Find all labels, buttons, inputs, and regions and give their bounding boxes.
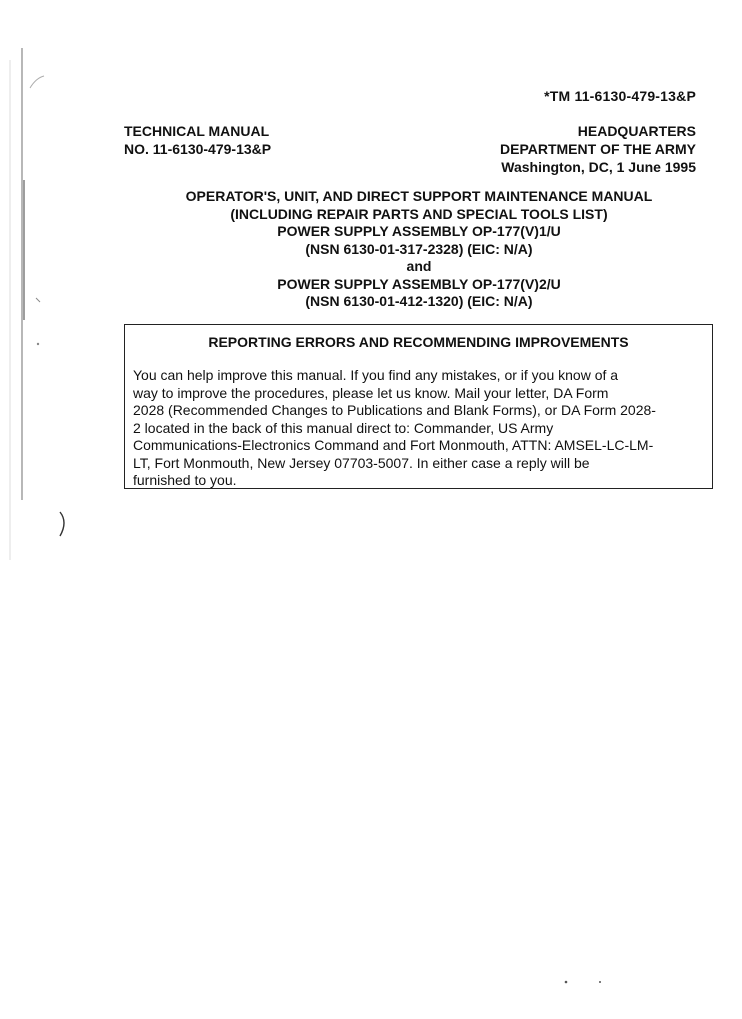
- manual-title-block: [124, 188, 714, 311]
- notice-line: You can help improve this manual. If you find any mistakes, or if you know of a: [133, 367, 619, 383]
- manual-number: NO. 11-6130-479-13&P: [124, 141, 272, 157]
- manual-type: TECHNICAL MANUAL: [124, 123, 270, 139]
- notice-heading: REPORTING ERRORS AND RECOMMENDING IMPROVEMENTS: [208, 334, 629, 350]
- title-line: (INCLUDING REPAIR PARTS AND SPECIAL TOOLS LIST): [230, 205, 608, 222]
- title-line: OPERATOR'S, UNIT, AND DIRECT SUPPORT MAINTENANCE MANUAL: [185, 188, 653, 204]
- title-line: (NSN 6130-01-412-1320) (EIC: N/A): [305, 293, 533, 309]
- title-line: (NSN 6130-01-317-2328) (EIC: N/A): [305, 240, 533, 257]
- notice-line: 2 located in the back of this manual direct to: Commander, US Army: [133, 419, 554, 436]
- publication-date: Washington, DC, 1 June 1995: [501, 159, 696, 175]
- header-right: [500, 122, 696, 176]
- notice-line: way to improve the procedures, please let us know. Mail your letter, DA Form: [133, 384, 609, 401]
- notice-line: Communications-Electronics Command and Fort Monmouth, ATTN: AMSEL-LC-LM-: [133, 437, 654, 453]
- tm-number: *TM 11-6130-479-13&P: [544, 88, 696, 104]
- notice-line: 2028 (Recommended Changes to Publications and Blank Forms), or DA Form 2028-: [133, 402, 656, 418]
- title-line: POWER SUPPLY ASSEMBLY OP-177(V)2/U: [277, 275, 561, 292]
- headquarters: HEADQUARTERS: [577, 123, 696, 139]
- title-line: and: [406, 258, 432, 274]
- notice-line: LT, Fort Monmouth, New Jersey 07703-5007. In either case a reply will be: [133, 454, 590, 471]
- notice-line: furnished to you.: [133, 472, 237, 488]
- header-left: [124, 122, 271, 158]
- title-line: POWER SUPPLY ASSEMBLY OP-177(V)1/U: [277, 223, 561, 239]
- reporting-errors-box: [124, 324, 713, 489]
- notice-body: [133, 367, 702, 490]
- department: DEPARTMENT OF THE ARMY: [500, 141, 696, 157]
